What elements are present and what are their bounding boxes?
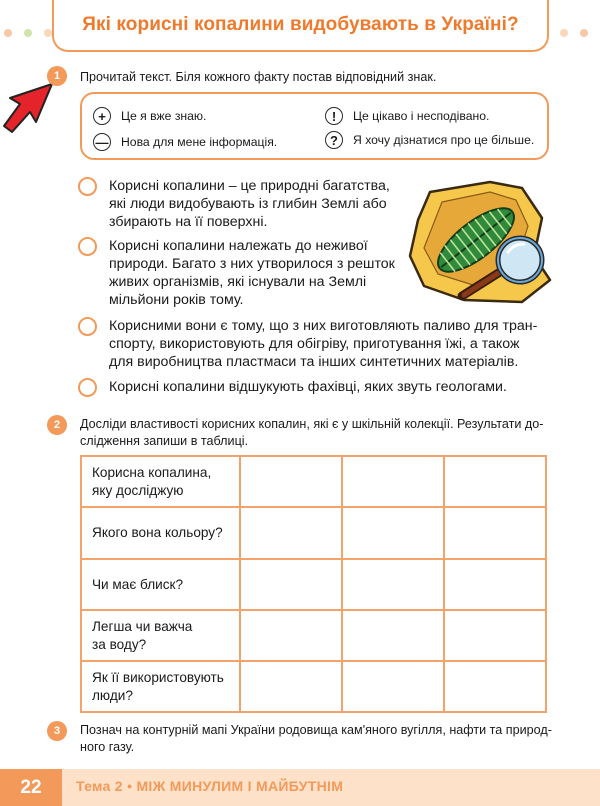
legend-text: Нова для мене інформація. [121, 135, 278, 149]
legend-item-known [93, 107, 206, 125]
table-cell[interactable] [444, 559, 546, 610]
label-line: Як її використовують [92, 669, 224, 685]
task-2-instruction [80, 416, 543, 450]
label-line: яку досліджую [92, 482, 184, 498]
legend-text: Я хочу дізнатися про це більше. [353, 133, 535, 147]
fact-3-answer-circle[interactable] [78, 317, 97, 336]
trilobite-fossil-with-magnifier-icon [404, 178, 554, 310]
fact-line: мільйони років тому. [109, 292, 244, 308]
fact-line: Корисні копалини – це природні багатства, [109, 178, 390, 194]
red-arrow-icon [0, 80, 56, 136]
table-cell[interactable] [444, 456, 546, 507]
fact-3 [109, 317, 537, 371]
fact-1-answer-circle[interactable] [78, 177, 97, 196]
instruction-line: Познач на контурній мапі України родовища кам'яного вугілля, нафти та природ- [80, 723, 552, 737]
fact-2-answer-circle[interactable] [78, 237, 97, 256]
fact-line: Корисні копалини відшукують фахівці, яких звуть геологами. [109, 379, 507, 395]
plus-sign-icon: + [93, 107, 111, 125]
table-cell[interactable] [240, 456, 342, 507]
legend-item-want-more [325, 131, 534, 149]
row-label-mineral [81, 456, 240, 507]
instruction-line: Досліди властивості корисних копалин, які є у шкільній колекції. Результати до- [80, 417, 544, 431]
table-cell[interactable] [342, 456, 444, 507]
table-cell[interactable] [342, 507, 444, 559]
table-cell[interactable] [342, 559, 444, 610]
table-cell[interactable] [240, 559, 342, 610]
instruction-line: слідження запиши в таблиці. [80, 434, 249, 448]
label-line: Корисна копалина, [92, 464, 212, 480]
row-label-color [81, 507, 240, 559]
research-table [80, 455, 547, 713]
legend-item-interesting [325, 107, 489, 125]
page-title: Які корисні копалини видобувають в Україні? [82, 14, 519, 35]
decorative-dots-right [540, 24, 600, 34]
table-cell[interactable] [444, 661, 546, 712]
table-cell[interactable] [240, 507, 342, 559]
row-label-shine [81, 559, 240, 610]
page-number: 22 [0, 769, 62, 806]
fact-1 [109, 177, 390, 231]
row-label-usage [81, 661, 240, 712]
task-3-badge: 3 [47, 721, 67, 741]
label-line: за воду? [92, 636, 147, 652]
footer-topic: Тема 2 • МІЖ МИНУЛИМ І МАЙБУТНІМ [76, 778, 344, 794]
fact-4-answer-circle[interactable] [78, 378, 97, 397]
title-banner [52, 0, 549, 52]
task-2-badge: 2 [47, 415, 67, 435]
question-sign-icon: ? [325, 131, 343, 149]
table-cell[interactable] [342, 661, 444, 712]
fact-line: які люди видобувають із глибин Землі або [109, 196, 387, 212]
task-1-instruction: Прочитай текст. Біля кожного факту постав відповідний знак. [80, 70, 437, 84]
minus-sign-icon: — [93, 133, 111, 151]
legend-text: Це цікаво і несподівано. [353, 109, 490, 123]
fact-line: природи. Багато з них утворилося з решток [109, 256, 395, 272]
exclamation-sign-icon: ! [325, 107, 343, 125]
fact-2 [109, 237, 395, 309]
label-line: люди? [92, 687, 133, 703]
legend-box [80, 92, 549, 160]
task-3-instruction [80, 722, 552, 756]
fact-line: збирають на її поверхні. [109, 214, 268, 230]
table-cell[interactable] [240, 610, 342, 661]
fact-line: Корисні копалини належать до неживої [109, 238, 368, 254]
fact-4 [109, 378, 507, 396]
fact-line: для виробництва пластмаси та інших синтетичних матеріалів. [109, 354, 519, 370]
table-cell[interactable] [444, 610, 546, 661]
table-cell[interactable] [444, 507, 546, 559]
task-1-badge: 1 [47, 66, 67, 86]
table-cell[interactable] [240, 661, 342, 712]
label-line: Чи має блиск? [92, 576, 184, 592]
legend-text: Це я вже знаю. [121, 109, 207, 123]
row-label-weight [81, 610, 240, 661]
fact-line: живих організмів, які існували на Землі [109, 274, 367, 290]
instruction-line: ного газу. [80, 740, 135, 754]
table-cell[interactable] [342, 610, 444, 661]
label-line: Легша чи важча [92, 618, 193, 634]
legend-item-new [93, 133, 277, 151]
fact-line: спорту, використовують для обігріву, приготування їжі, а також [109, 336, 520, 352]
fact-line: Корисними вони є тому, що з них виготовляють паливо для тран- [109, 318, 538, 334]
label-line: Якого вона кольору? [92, 525, 223, 540]
